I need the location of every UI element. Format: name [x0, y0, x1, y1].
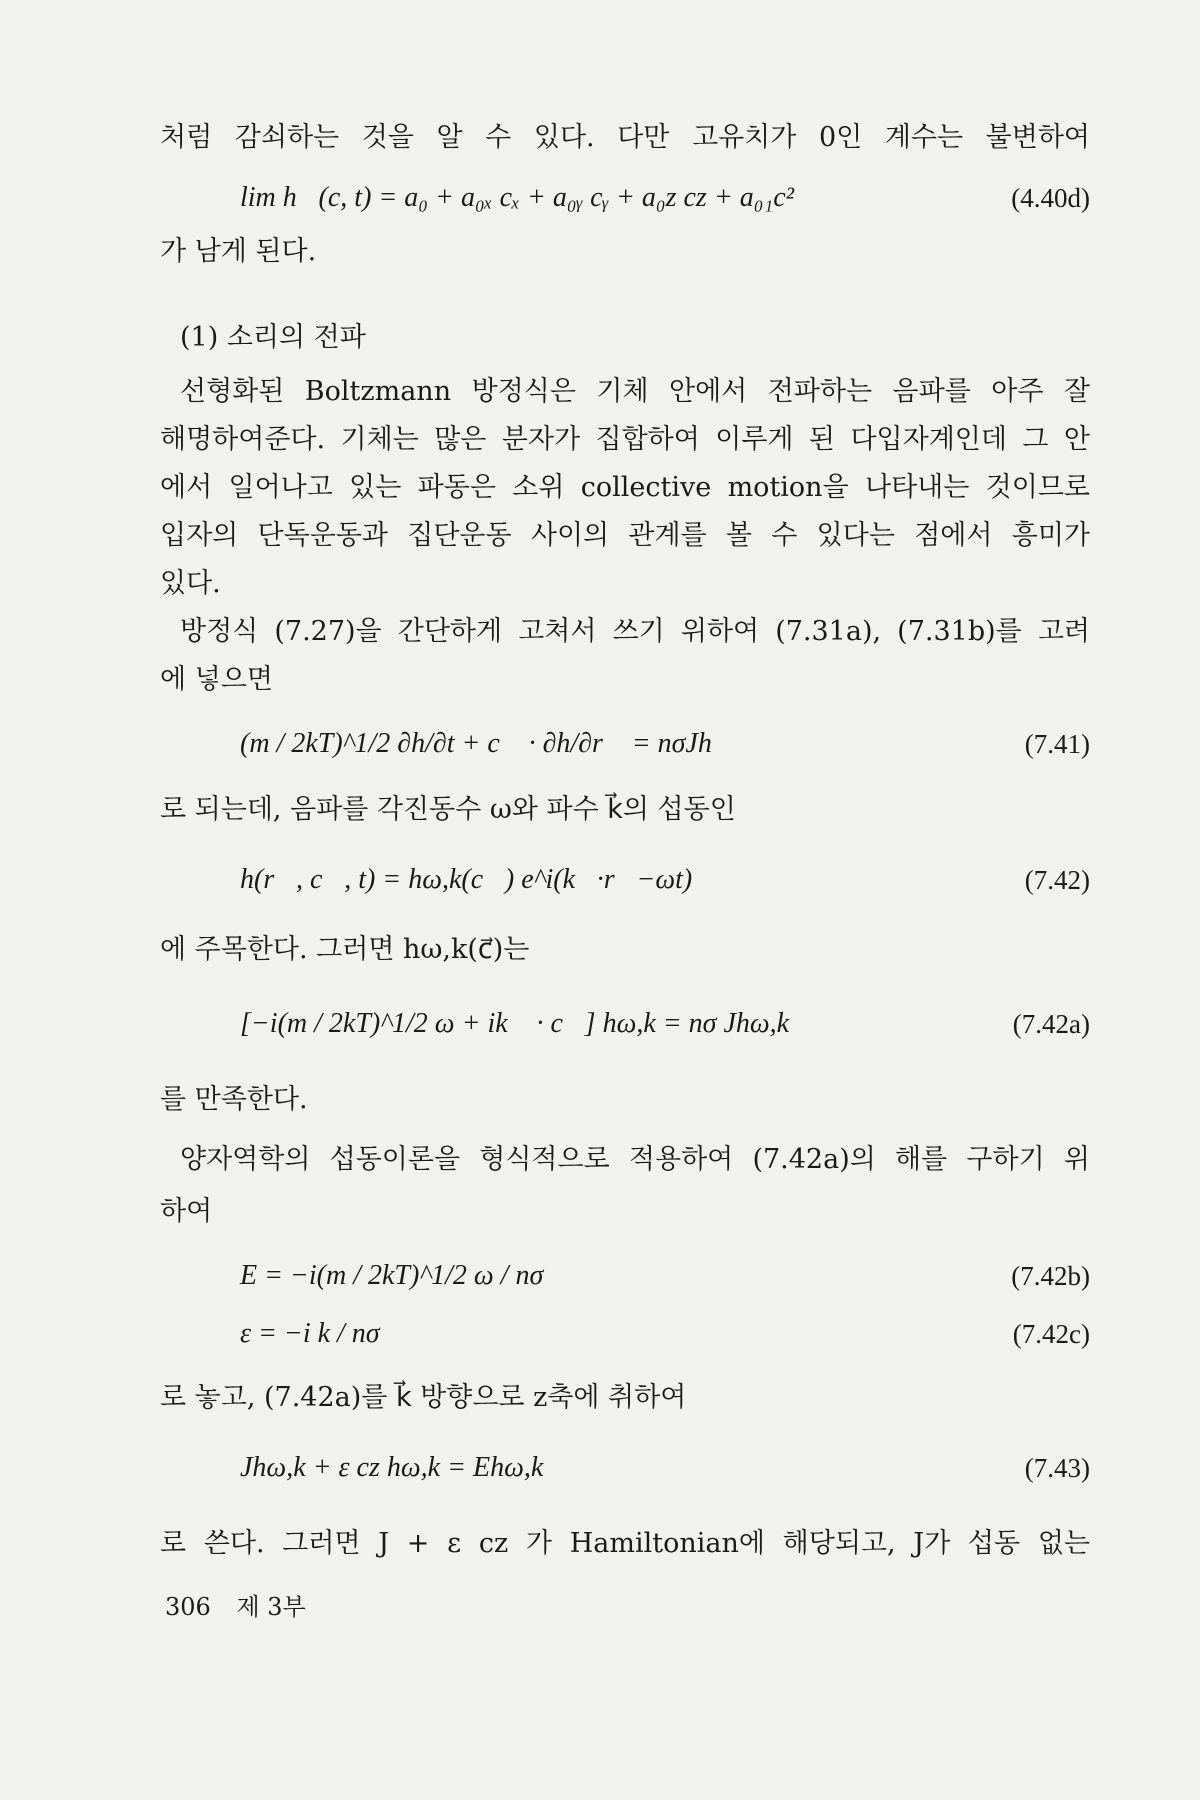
text-line: 양자역학의 섭동이론을 형식적으로 적용하여 (7.42a)의 해를 구하기 위	[180, 1144, 1090, 1175]
text-line: 하여	[160, 1196, 213, 1227]
page-footer	[165, 1590, 324, 1624]
equation: h(r⃗, c⃗, t) = hω,k(c⃗) e^i(k⃗·r⃗−ωt)	[240, 864, 693, 895]
equation-number: (4.40d)	[1011, 183, 1090, 213]
text-line: 해명하여준다. 기체는 많은 분자가 집합하여 이루게 된 다입자계인데 그 안	[160, 424, 1090, 455]
text-line: 에서 일어나고 있는 파동은 소위 collective motion을 나타내는 것이므로	[160, 472, 1090, 503]
text-line: 를 만족한다.	[160, 1084, 308, 1115]
equation-number: (7.42c)	[1012, 1319, 1090, 1349]
text-line: 로 놓고, (7.42a)를 k⃗ 방향으로 z축에 취하여	[160, 1382, 687, 1413]
part-label: 제 3부	[236, 1593, 306, 1621]
equation-number: (7.43)	[1024, 1453, 1090, 1483]
equation: Jhω,k + ε cz hω,k = Ehω,k	[240, 1452, 544, 1483]
equation-number: (7.42)	[1024, 865, 1090, 895]
equation: [−i(m / 2kT)^1/2 ω + ik⃗ · c⃗] hω,k = nσ Jhω,k	[240, 1008, 790, 1039]
text-line: 로 되는데, 음파를 각진동수 ω와 파수 k⃗의 섭동인	[160, 794, 736, 825]
equation: ε = −i k / nσ	[240, 1318, 380, 1349]
section-heading: (1) 소리의 전파	[180, 322, 366, 353]
page-number: 306	[165, 1593, 211, 1621]
text-line: 입자의 단독운동과 집단운동 사이의 관계를 볼 수 있다는 점에서 흥미가	[160, 520, 1090, 551]
text-line: 있다.	[160, 568, 221, 599]
text-line: 에 주목한다. 그러면 hω,k(c⃗)는	[160, 934, 530, 965]
equation-number: (7.42a)	[1012, 1009, 1090, 1039]
equation: lim h⃗(c, t) = a₀ + a₀ₓ cₓ + a₀ᵧ cᵧ + a₀z cz + a₀₁c²	[240, 182, 795, 213]
text-line: 로 쓴다. 그러면 J + ε cz 가 Hamiltonian에 해당되고, J가 섭동 없는	[160, 1528, 1090, 1559]
text-line: 가 남게 된다.	[160, 236, 317, 267]
equation: E = −i(m / 2kT)^1/2 ω / nσ	[240, 1260, 544, 1291]
text-line: 선형화된 Boltzmann 방정식은 기체 안에서 전파하는 음파를 아주 잘	[180, 376, 1090, 407]
text-line: 에 넣으면	[160, 664, 273, 695]
text-line: 처럼 감쇠하는 것을 알 수 있다. 다만 고유치가 0인 계수는 불변하여	[160, 122, 1090, 153]
equation-number: (7.41)	[1024, 729, 1090, 759]
equation-number: (7.42b)	[1011, 1261, 1090, 1291]
equation: (m / 2kT)^1/2 ∂h/∂t + c⃗ · ∂h/∂r⃗ = nσJh	[240, 728, 712, 759]
text-line: 방정식 (7.27)을 간단하게 고쳐서 쓰기 위하여 (7.31a), (7.31b)를 고려	[180, 616, 1090, 647]
